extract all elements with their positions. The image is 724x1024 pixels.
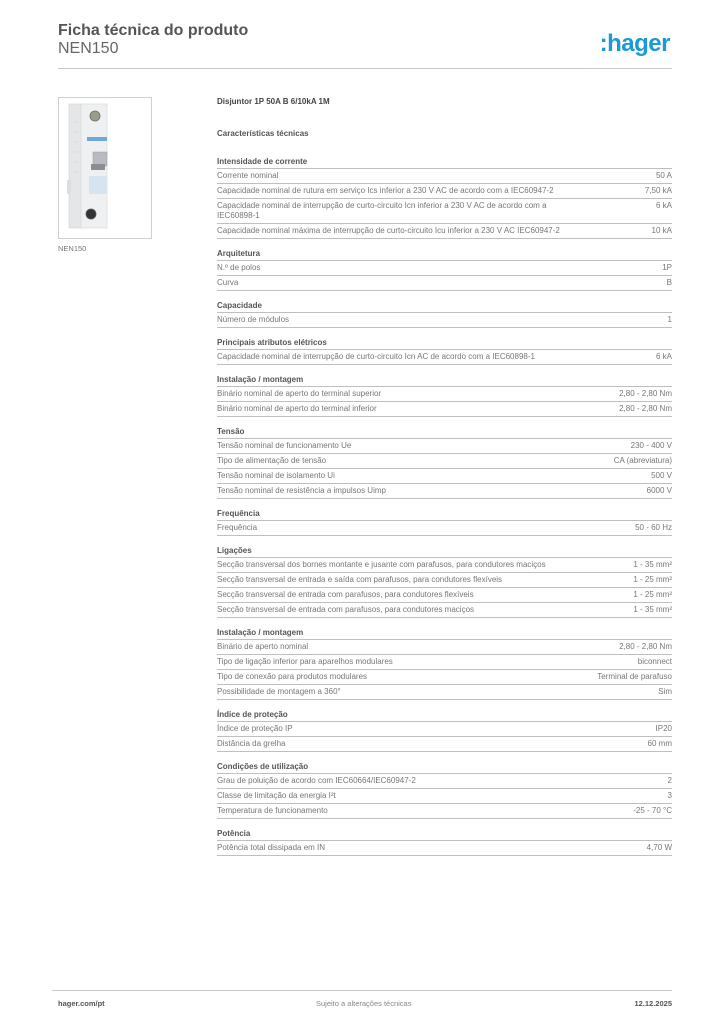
spec-value: 2 <box>667 776 672 785</box>
footer-date: 12.12.2025 <box>634 999 672 1008</box>
spec-label: Potência total dissipada em IN <box>217 843 326 852</box>
spec-row <box>217 454 672 469</box>
spec-label: Número de módulos <box>217 315 290 324</box>
spec-value: 6 kA <box>655 352 672 361</box>
spec-label: Grau de poluição de acordo com IEC60664/IEC60947-2 <box>217 776 416 785</box>
spec-label: Temperatura de funcionamento <box>217 806 328 815</box>
spec-row <box>217 387 672 402</box>
spec-label: Tipo de conexão para produtos modulares <box>217 672 368 681</box>
spec-label: Possibilidade de montagem a 360° <box>217 687 341 696</box>
spec-row <box>217 484 672 499</box>
footer-divider <box>52 990 672 991</box>
spec-row <box>217 439 672 454</box>
section-title: Intensidade de corrente <box>217 156 672 169</box>
footer-website-link[interactable]: hager.com/pt <box>58 999 105 1008</box>
spec-row <box>217 804 672 819</box>
spec-label: Classe de limitação da energia I²t <box>217 791 336 800</box>
spec-label: Tensão nominal de isolamento Ui <box>217 471 335 480</box>
spec-label: Capacidade nominal máxima de interrupção de curto-circuito Icu inferior a 230 V AC IEC60947-2 <box>217 226 560 235</box>
spec-sections <box>217 156 672 856</box>
spec-value: IP20 <box>655 724 672 733</box>
spec-value: 50 - 60 Hz <box>635 523 672 532</box>
spec-row <box>217 169 672 184</box>
spec-row <box>217 774 672 789</box>
spec-row <box>217 261 672 276</box>
section-title: Instalação / montagem <box>217 374 672 387</box>
spec-value: 6 kA <box>655 201 672 210</box>
spec-row <box>217 199 672 224</box>
product-reference: NEN150 <box>58 40 119 57</box>
section-title: Potência <box>217 828 672 841</box>
section-title: Condições de utilização <box>217 761 672 774</box>
spec-section <box>217 545 672 618</box>
spec-value: 50 A <box>655 171 672 180</box>
spec-row <box>217 313 672 328</box>
spec-label: Secção transversal de entrada com parafusos, para condutores maciços <box>217 605 475 614</box>
spec-value: 1 - 35 mm² <box>633 560 672 569</box>
spec-value: CA (abreviatura) <box>613 456 672 465</box>
product-name: Disjuntor 1P 50A B 6/10kA 1M <box>217 97 330 106</box>
spec-value: 1P <box>662 263 672 272</box>
spec-label: Corrente nominal <box>217 171 279 180</box>
spec-row <box>217 521 672 536</box>
spec-row <box>217 603 672 618</box>
tech-characteristics-title: Características técnicas <box>217 129 309 138</box>
spec-row <box>217 841 672 856</box>
spec-value: 1 - 35 mm² <box>633 605 672 614</box>
spec-row <box>217 722 672 737</box>
spec-value: 500 V <box>651 471 672 480</box>
spec-value: 1 <box>667 315 672 324</box>
spec-label: Capacidade nominal de rutura em serviço Ics inferior a 230 V AC de acordo com a IEC60947-2 <box>217 186 554 195</box>
section-title: Arquitetura <box>217 248 672 261</box>
spec-row <box>217 789 672 804</box>
spec-label: Secção transversal de entrada e saída com parafusos, para condutores flexíveis <box>217 575 503 584</box>
spec-value: 4,70 W <box>646 843 672 852</box>
spec-value: 1 - 25 mm² <box>633 590 672 599</box>
spec-row <box>217 224 672 239</box>
spec-row <box>217 402 672 417</box>
section-title: Índice de proteção <box>217 709 672 722</box>
spec-label: Capacidade nominal de interrupção de curto-circuito Icn AC de acordo com a IEC60898-1 <box>217 352 535 361</box>
spec-row <box>217 685 672 700</box>
header-divider <box>58 68 672 69</box>
spec-label: Secção transversal de entrada com parafusos, para condutores flexíveis <box>217 590 474 599</box>
spec-label: Curva <box>217 278 239 287</box>
spec-value: B <box>666 278 672 287</box>
spec-row <box>217 469 672 484</box>
spec-row <box>217 276 672 291</box>
spec-label: Binário nominal de aperto do terminal superior <box>217 389 382 398</box>
spec-section <box>217 508 672 536</box>
section-title: Tensão <box>217 426 672 439</box>
spec-label: Binário de aperto nominal <box>217 642 309 651</box>
footer-notice: Sujeito a alterações técnicas <box>316 999 412 1008</box>
section-title: Capacidade <box>217 300 672 313</box>
spec-value: 10 kA <box>651 226 672 235</box>
section-title: Instalação / montagem <box>217 627 672 640</box>
spec-row <box>217 184 672 199</box>
spec-label: N.º de polos <box>217 263 261 272</box>
spec-value: 230 - 400 V <box>630 441 672 450</box>
section-title: Ligações <box>217 545 672 558</box>
spec-value: biconnect <box>637 657 672 666</box>
spec-section <box>217 337 672 365</box>
product-image-caption: NEN150 <box>58 244 87 253</box>
spec-section <box>217 426 672 499</box>
spec-section <box>217 828 672 856</box>
spec-section <box>217 248 672 291</box>
spec-value: 2,80 - 2,80 Nm <box>619 642 672 651</box>
spec-label: Binário nominal de aperto do terminal inferior <box>217 404 377 413</box>
spec-section <box>217 709 672 752</box>
spec-section <box>217 374 672 417</box>
spec-label: Frequência <box>217 523 258 532</box>
spec-label: Capacidade nominal de interrupção de curto-circuito Icn inferior a 230 V AC de acordo com a IEC60898-1 <box>217 201 547 220</box>
document-title: Ficha técnica do produto <box>58 22 249 39</box>
spec-section <box>217 761 672 819</box>
circuit-breaker-image-icon <box>65 102 123 232</box>
spec-value: Sim <box>658 687 672 696</box>
spec-value: 60 mm <box>647 739 672 748</box>
spec-label: Tipo de alimentação de tensão <box>217 456 327 465</box>
section-title: Frequência <box>217 508 672 521</box>
spec-value: 3 <box>667 791 672 800</box>
spec-section <box>217 627 672 700</box>
spec-row <box>217 350 672 365</box>
product-image <box>58 97 152 239</box>
spec-value: -25 - 70 °C <box>633 806 672 815</box>
spec-row <box>217 670 672 685</box>
spec-label: Tensão nominal de resistência a impulsos Uimp <box>217 486 386 495</box>
spec-row <box>217 640 672 655</box>
spec-value: 7,50 kA <box>644 186 672 195</box>
page-header <box>58 22 672 58</box>
spec-value: Terminal de parafuso <box>597 672 672 681</box>
spec-row <box>217 558 672 573</box>
hager-logo: :hager <box>599 30 670 57</box>
spec-row <box>217 588 672 603</box>
spec-section <box>217 300 672 328</box>
spec-label: Tensão nominal de funcionamento Ue <box>217 441 352 450</box>
spec-row <box>217 737 672 752</box>
spec-label: Tipo de ligação inferior para aparelhos modulares <box>217 657 393 666</box>
spec-section <box>217 156 672 239</box>
section-title: Principais atributos elétricos <box>217 337 672 350</box>
spec-label: Índice de proteção IP <box>217 724 293 733</box>
spec-content <box>217 97 672 865</box>
spec-row <box>217 573 672 588</box>
spec-value: 1 - 25 mm² <box>633 575 672 584</box>
spec-value: 6000 V <box>646 486 672 495</box>
spec-value: 2,80 - 2,80 Nm <box>619 389 672 398</box>
spec-label: Distância da grelha <box>217 739 286 748</box>
spec-row <box>217 655 672 670</box>
spec-value: 2,80 - 2,80 Nm <box>619 404 672 413</box>
spec-label: Secção transversal dos bornes montante e jusante com parafusos, para condutores maciços <box>217 560 546 569</box>
